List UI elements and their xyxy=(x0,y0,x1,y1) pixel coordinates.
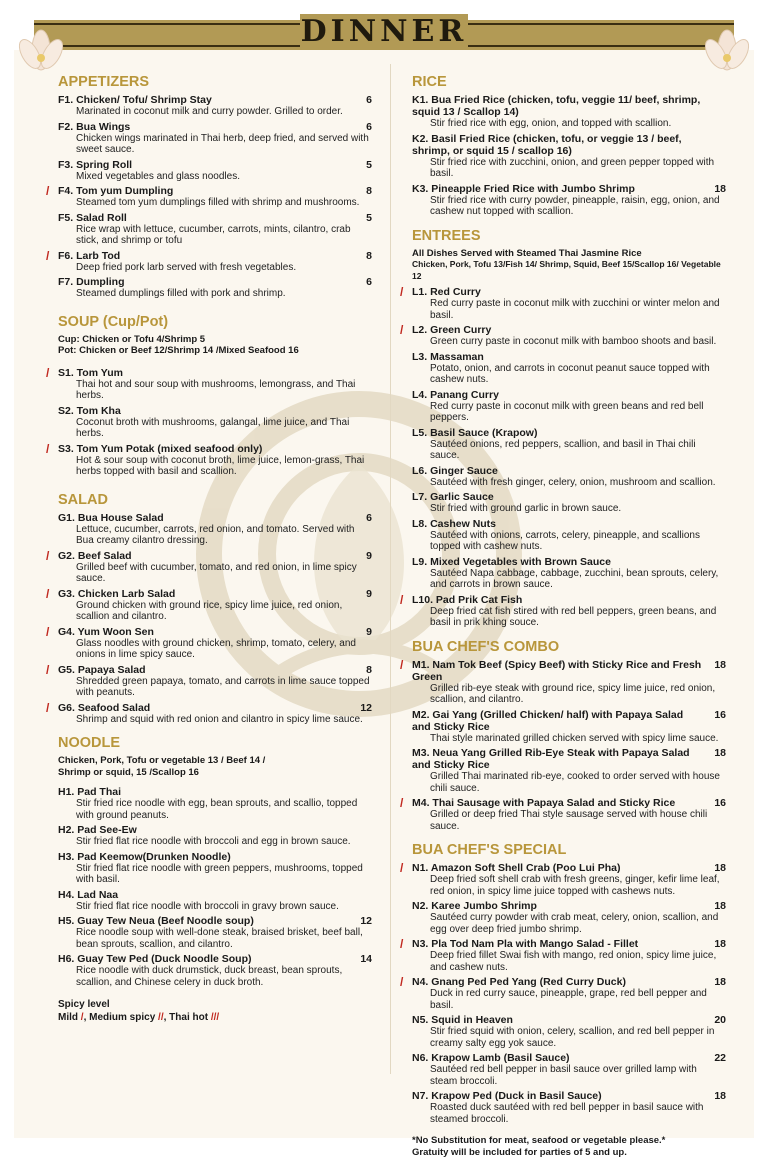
item-description: Deep fried soft shell crab with fresh greens, ginger, kefir lime leaf, red onion, in spicy lime juice topped with cashews nuts. xyxy=(430,874,720,897)
menu-item xyxy=(412,389,726,424)
item-description: Potato, onion, and carrots in coconut peanut sauce topped with cashew nuts. xyxy=(430,362,710,385)
menu-item xyxy=(400,937,726,973)
item-name: K1. Bua Fried Rice (chicken, tofu, veggie 11/ beef, shrimp, squid 13 / Scallop 14) xyxy=(412,94,701,118)
item-description: Sautéed curry powder with crab meat, celery, onion, scallion, and egg over deep fried jumbo shrimp. xyxy=(430,912,719,935)
item-name: F6. Larb Tod xyxy=(58,249,121,262)
menu-item xyxy=(46,365,372,402)
chili-icon: / xyxy=(400,592,404,607)
item-description: Steamed tom yum dumplings filled with shrimp and mushrooms. xyxy=(76,197,360,208)
menu-item xyxy=(412,556,726,591)
item-price: 14 xyxy=(360,953,372,965)
menu-item xyxy=(46,624,372,661)
item-price: 12 xyxy=(360,701,372,714)
item-description: Steamed dumplings filled with pork and shrimp. xyxy=(76,288,286,299)
item-name: N1. Amazon Soft Shell Crab (Poo Lui Pha) xyxy=(412,862,621,874)
chili-icon: / xyxy=(46,662,50,677)
menu-item xyxy=(400,796,726,832)
item-name: L8. Cashew Nuts xyxy=(412,517,497,530)
item-description: Rice noodle soup with well-done steak, braised brisket, beef ball, bean sprouts, scallion, and cilantro. xyxy=(76,927,363,950)
menu-item xyxy=(58,512,372,547)
item-name: S2. Tom Kha xyxy=(58,404,121,417)
spice-level-legend: Spicy level Mild /, Medium spicy //, Thai hot /// xyxy=(58,999,220,1023)
item-price: 12 xyxy=(360,915,372,927)
item-description: Red curry paste in coconut milk with zucchini or winter melon and basil. xyxy=(430,298,720,321)
chili-icon: / xyxy=(46,548,50,563)
left-column xyxy=(46,74,372,1024)
item-name: G5. Papaya Salad xyxy=(58,663,146,676)
item-list xyxy=(46,94,372,300)
item-price: 18 xyxy=(714,747,726,759)
menu-item xyxy=(400,285,726,321)
item-name: G1. Bua House Salad xyxy=(58,511,164,524)
item-price: 8 xyxy=(366,249,372,262)
menu-item xyxy=(46,700,372,726)
item-name: M1. Nam Tok Beef (Spicy Beef) with Sticky Rice and Fresh Green xyxy=(412,658,702,683)
item-name: L7. Garlic Sauce xyxy=(412,491,494,503)
item-price: 16 xyxy=(714,708,726,721)
item-list xyxy=(400,657,726,833)
menu-item xyxy=(412,465,726,489)
menu-item xyxy=(412,94,726,130)
item-name: N7. Krapow Ped (Duck in Basil Sauce) xyxy=(412,1090,602,1102)
item-description: Stir fried rice with curry powder, pineapple, raisin, egg, onion, and cashew nut topped with scallion. xyxy=(430,194,720,217)
menu-item xyxy=(412,351,726,386)
item-price: 5 xyxy=(366,158,372,171)
item-name: L3. Massaman xyxy=(412,350,484,363)
item-description: Thai style marinated grilled chicken served with spicy lime sauce. xyxy=(430,732,719,744)
item-price: 18 xyxy=(714,938,726,950)
item-name: N5. Squid in Heaven xyxy=(412,1014,513,1026)
item-list xyxy=(46,365,372,478)
menu-item xyxy=(58,851,372,886)
item-description: Roasted duck sautéed with red bell pepper in basil sauce with steamed broccoli. xyxy=(430,1102,704,1125)
chili-icon: // xyxy=(158,1012,164,1023)
section-note: All Dishes Served with Steamed Thai Jasmine Rice Chicken, Pork, Tofu 13/Fish 14/ Shrimp, Squid, Beef 15/Scallop 16/ Vegetable 12 xyxy=(412,247,721,281)
item-list xyxy=(46,511,372,726)
menu-item xyxy=(58,94,372,118)
item-price: 8 xyxy=(366,185,372,197)
chili-icon: / xyxy=(46,700,50,715)
item-name: M3. Neua Yang Grilled Rib-Eye Steak with Papaya Salad and Sticky Rice xyxy=(412,747,690,771)
item-name: L2. Green Curry xyxy=(412,324,492,336)
item-description: Grilled Thai marinated rib-eye, cooked to order served with house chili sauce. xyxy=(430,771,720,794)
item-description: Hot & sour soup with coconut broth, lime juice, lemon-grass, Thai herbs topped with basil and scallion. xyxy=(76,454,365,477)
item-description: Glass noodles with ground chicken, shrimp, tomato, celery, and onions in lime spicy sauce. xyxy=(76,637,356,660)
menu-item xyxy=(412,1014,726,1049)
appetizers-section xyxy=(46,74,372,300)
item-name: K2. Basil Fried Rice (chicken, tofu, or veggie 13 / beef, shrimp, or squid 15 / scallop 16) xyxy=(412,132,682,157)
item-price: 8 xyxy=(366,663,372,676)
section-note: Cup: Chicken or Tofu 4/Shrimp 5 Pot: Chicken or Beef 12/Shrimp 14 /Mixed Seafood 16 xyxy=(58,333,299,356)
menu-item xyxy=(58,915,372,950)
chili-icon: / xyxy=(46,441,50,456)
noodle-section xyxy=(58,735,372,988)
section-title: SALAD xyxy=(58,491,108,508)
item-list xyxy=(58,786,372,988)
item-price: 18 xyxy=(714,1090,726,1102)
column-divider xyxy=(390,64,391,1074)
item-description: Stir fried flat rice noodle with green peppers, mushrooms, topped with basil. xyxy=(76,862,363,885)
item-description: Thai hot and sour soup with mushrooms, lemongrass, and Thai herbs. xyxy=(76,378,356,401)
menu-item xyxy=(412,747,726,794)
item-price: 18 xyxy=(714,976,726,988)
item-name: L5. Basil Sauce (Krapow) xyxy=(412,426,538,439)
item-description: Sautéed onions, red peppers, scallion, and basil in Thai chili sauce. xyxy=(430,438,696,461)
item-name: S1. Tom Yum xyxy=(58,366,123,379)
item-description: Rice noodle with duck drumstick, duck breast, bean sprouts, scallion, and Chinese celery in duck broth. xyxy=(76,965,343,988)
menu-item xyxy=(400,592,726,629)
section-title: SOUP (Cup/Pot) xyxy=(58,313,169,330)
section-title: APPETIZERS xyxy=(58,74,150,90)
salad-section xyxy=(46,491,372,726)
item-description: Marinated in coconut milk and curry powder. Grilled to order. xyxy=(76,106,343,117)
item-description: Stir fried rice with egg, onion, and topped with scallion. xyxy=(430,118,672,129)
menu-item xyxy=(412,133,726,180)
item-description: Red curry paste in coconut milk with green beans and red bell peppers. xyxy=(430,400,704,423)
menu-item xyxy=(412,427,726,462)
item-name: F5. Salad Roll xyxy=(58,211,127,224)
item-name: S3. Tom Yum Potak (mixed seafood only) xyxy=(58,442,263,455)
menu-item xyxy=(58,786,372,821)
item-description: Mixed vegetables and glass noodles. xyxy=(76,170,240,182)
item-list xyxy=(400,285,726,629)
section-title: BUA CHEF'S COMBO xyxy=(412,638,560,655)
item-name: M4. Thai Sausage with Papaya Salad and Sticky Rice xyxy=(412,797,676,809)
menu-item xyxy=(412,491,726,515)
item-description: Grilled or deep fried Thai style sausage served with house chili sauce. xyxy=(430,809,708,832)
chili-icon: / xyxy=(400,796,404,810)
item-name: F3. Spring Roll xyxy=(58,158,133,171)
item-price: 6 xyxy=(366,120,372,133)
item-price: 5 xyxy=(366,211,372,224)
item-name: G2. Beef Salad xyxy=(58,549,132,562)
menu-item xyxy=(58,824,372,848)
lotus-icon xyxy=(14,16,68,74)
menu-item xyxy=(412,183,726,218)
dinner-banner xyxy=(14,14,754,50)
lotus-icon xyxy=(700,16,754,74)
item-name: N2. Karee Jumbo Shrimp xyxy=(412,900,537,912)
menu-item xyxy=(46,662,372,699)
menu-item xyxy=(58,159,372,183)
item-name: N4. Gnang Ped Ped Yang (Red Curry Duck) xyxy=(412,976,626,988)
item-name: H5. Guay Tew Neua (Beef Noodle soup) xyxy=(58,915,254,927)
item-name: G3. Chicken Larb Salad xyxy=(58,587,176,600)
special-section xyxy=(400,842,726,1125)
item-price: 20 xyxy=(714,1014,726,1026)
item-description: Shredded green papaya, tomato, and carrots in lime sauce topped with peanuts. xyxy=(76,675,370,698)
item-name: L6. Ginger Sauce xyxy=(412,464,498,477)
menu-item xyxy=(46,441,372,478)
section-title: ENTREES xyxy=(412,227,481,244)
item-name: H2. Pad See-Ew xyxy=(58,824,137,836)
footer-note: *No Substitution for meat, seafood or vegetable please.* Gratuity will be included for parties of 5 and up. xyxy=(412,1135,666,1158)
item-price: 18 xyxy=(714,900,726,912)
item-price: 6 xyxy=(366,276,372,288)
item-description: Green curry paste in coconut milk with bamboo shoots and basil. xyxy=(430,336,717,347)
chili-icon: / xyxy=(400,937,404,951)
item-name: F7. Dumpling xyxy=(58,276,125,288)
item-description: Stir fried with ground garlic in brown sauce. xyxy=(430,503,622,514)
chili-icon: / xyxy=(400,323,404,337)
item-price: 22 xyxy=(714,1052,726,1064)
menu-item xyxy=(46,248,372,274)
item-price: 9 xyxy=(366,549,372,562)
soup-section xyxy=(46,313,372,478)
chili-icon: / xyxy=(46,248,50,263)
item-name: N6. Krapow Lamb (Basil Sauce) xyxy=(412,1052,570,1064)
item-name: H6. Guay Tew Ped (Duck Noodle Soup) xyxy=(58,953,252,965)
chili-icon: / xyxy=(46,184,50,198)
menu-item xyxy=(400,657,726,706)
item-description: Coconut broth with mushrooms, galangal, lime juice, and Thai herbs. xyxy=(76,416,350,439)
item-description: Deep fried cat fish stired with red bell peppers, green beans, and basil in prik khing souce. xyxy=(430,605,717,628)
item-description: Lettuce, cucumber, carrots, red onion, and tomato. Served with Bua creamy cilantro dressing. xyxy=(76,523,355,546)
menu-item xyxy=(400,861,726,897)
chili-icon: / xyxy=(400,657,404,672)
item-name: L10. Pad Prik Cat Fish xyxy=(412,593,523,606)
item-price: 9 xyxy=(366,625,372,638)
item-description: Shrimp and squid with red onion and cilantro in spicy lime sauce. xyxy=(76,713,363,725)
chili-icon: / xyxy=(46,586,50,601)
chili-icon: / xyxy=(80,1012,84,1023)
item-description: Rice wrap with lettuce, cucumber, carrots, mints, cilantro, crab stick, and shrimp or tofu xyxy=(76,223,351,246)
item-description: Stir fried flat rice noodle with broccoli in gravy brown sauce. xyxy=(76,900,339,912)
menu-item xyxy=(412,1052,726,1087)
chili-icon: / xyxy=(400,861,404,875)
item-price: 18 xyxy=(714,182,726,195)
menu-item xyxy=(412,518,726,553)
item-price: 16 xyxy=(714,797,726,809)
menu-item xyxy=(46,586,372,623)
item-name: G6. Seafood Salad xyxy=(58,701,151,714)
item-description: Sautéed red bell pepper in basil sauce over grilled lamp with steam broccoli. xyxy=(430,1064,697,1087)
item-description: Stir fried rice with zucchini, onion, and green pepper topped with basil. xyxy=(430,156,715,179)
menu-item xyxy=(58,889,372,913)
item-price: 6 xyxy=(366,94,372,106)
menu-item xyxy=(58,121,372,156)
menu-item xyxy=(400,323,726,348)
right-column xyxy=(400,74,726,1158)
item-name: L4. Panang Curry xyxy=(412,388,499,401)
item-list xyxy=(412,94,726,218)
item-name: L1. Red Curry xyxy=(412,286,481,298)
item-description: Deep fried fillet Swai fish with mango, red onion, spicy lime juice, and cashew nuts. xyxy=(430,950,717,973)
item-description: Stir fried squid with onion, celery, scallion, and red bell pepper in creamy salty egg yok sauce. xyxy=(430,1026,715,1049)
item-price: 6 xyxy=(366,511,372,524)
section-title: NOODLE xyxy=(58,735,121,751)
item-description: Stir fried rice noodle with egg, bean sprouts, and scallio, topped with ground peanuts. xyxy=(76,798,358,821)
section-note: Chicken, Pork, Tofu or vegetable 13 / Beef 14 / Shrimp or squid, 15 /Scallop 16 xyxy=(58,755,266,778)
item-name: F4. Tom yum Dumpling xyxy=(58,185,174,197)
section-title: BUA CHEF'S SPECIAL xyxy=(412,842,567,858)
menu-item xyxy=(58,212,372,247)
item-name: G4. Yum Woon Sen xyxy=(58,625,154,638)
chili-icon: / xyxy=(400,975,404,989)
page-title: DINNER xyxy=(300,14,468,49)
menu-item xyxy=(46,184,372,209)
item-name: F2. Bua Wings xyxy=(58,120,131,133)
menu-item xyxy=(58,405,372,440)
menu-item xyxy=(46,548,372,585)
menu-item xyxy=(58,953,372,988)
item-name: L9. Mixed Vegetables with Brown Sauce xyxy=(412,555,611,568)
item-name: M2. Gai Yang (Grilled Chicken/ half) with Papaya Salad and Sticky Rice xyxy=(412,708,684,733)
menu-item xyxy=(412,900,726,935)
entrees-section xyxy=(400,227,726,629)
item-name: K3. Pineapple Fried Rice with Jumbo Shrimp xyxy=(412,182,635,195)
item-description: Sautéed with fresh ginger, celery, onion, mushroom and scallion. xyxy=(430,476,716,488)
item-description: Sautéed with onions, carrots, celery, pineapple, and scallions topped with cashew nuts. xyxy=(430,529,700,552)
item-list xyxy=(400,861,726,1125)
item-price: 9 xyxy=(366,587,372,600)
item-price: 18 xyxy=(714,658,726,671)
chili-icon: /// xyxy=(210,1012,220,1023)
item-name: H1. Pad Thai xyxy=(58,786,122,798)
item-description: Stir fried flat rice noodle with broccoli and egg in brown sauce. xyxy=(76,836,351,847)
item-description: Chicken wings marinated in Thai herb, deep fried, and served with sweet sauce. xyxy=(76,132,369,155)
combo-section xyxy=(400,638,726,833)
item-description: Ground chicken with ground rice, spicy lime juice, red onion, scallion and cilantro. xyxy=(76,599,343,622)
item-name: N3. Pla Tod Nam Pla with Mango Salad - Fillet xyxy=(412,938,639,950)
rice-section xyxy=(412,74,726,218)
item-description: Duck in red curry sauce, pineapple, grape, red bell pepper and basil. xyxy=(430,988,707,1011)
chili-icon: / xyxy=(400,285,404,299)
item-price: 18 xyxy=(714,862,726,874)
section-title: RICE xyxy=(412,74,447,90)
menu-item xyxy=(400,975,726,1011)
item-name: F1. Chicken/ Tofu/ Shrimp Stay xyxy=(58,94,212,106)
chili-icon: / xyxy=(46,365,50,380)
chili-icon: / xyxy=(46,624,50,639)
item-description: Grilled beef with cucumber, tomato, and red onion, in lime spicy sauce. xyxy=(76,561,357,584)
menu-item xyxy=(412,1090,726,1125)
menu-item xyxy=(58,276,372,300)
menu-page xyxy=(14,14,754,1158)
item-description: Sautéed Napa cabbage, cabbage, zucchini, bean sprouts, celery, and carrots in brown sauce. xyxy=(430,567,719,590)
item-name: H3. Pad Keemow(Drunken Noodle) xyxy=(58,850,231,863)
menu-item xyxy=(412,709,726,745)
item-description: Grilled rib-eye steak with ground rice, spicy lime juice, red onion, scallion, and cilantro. xyxy=(430,682,716,705)
item-description: Deep fried pork larb served with fresh vegetables. xyxy=(76,261,297,273)
item-name: H4. Lad Naa xyxy=(58,888,119,901)
